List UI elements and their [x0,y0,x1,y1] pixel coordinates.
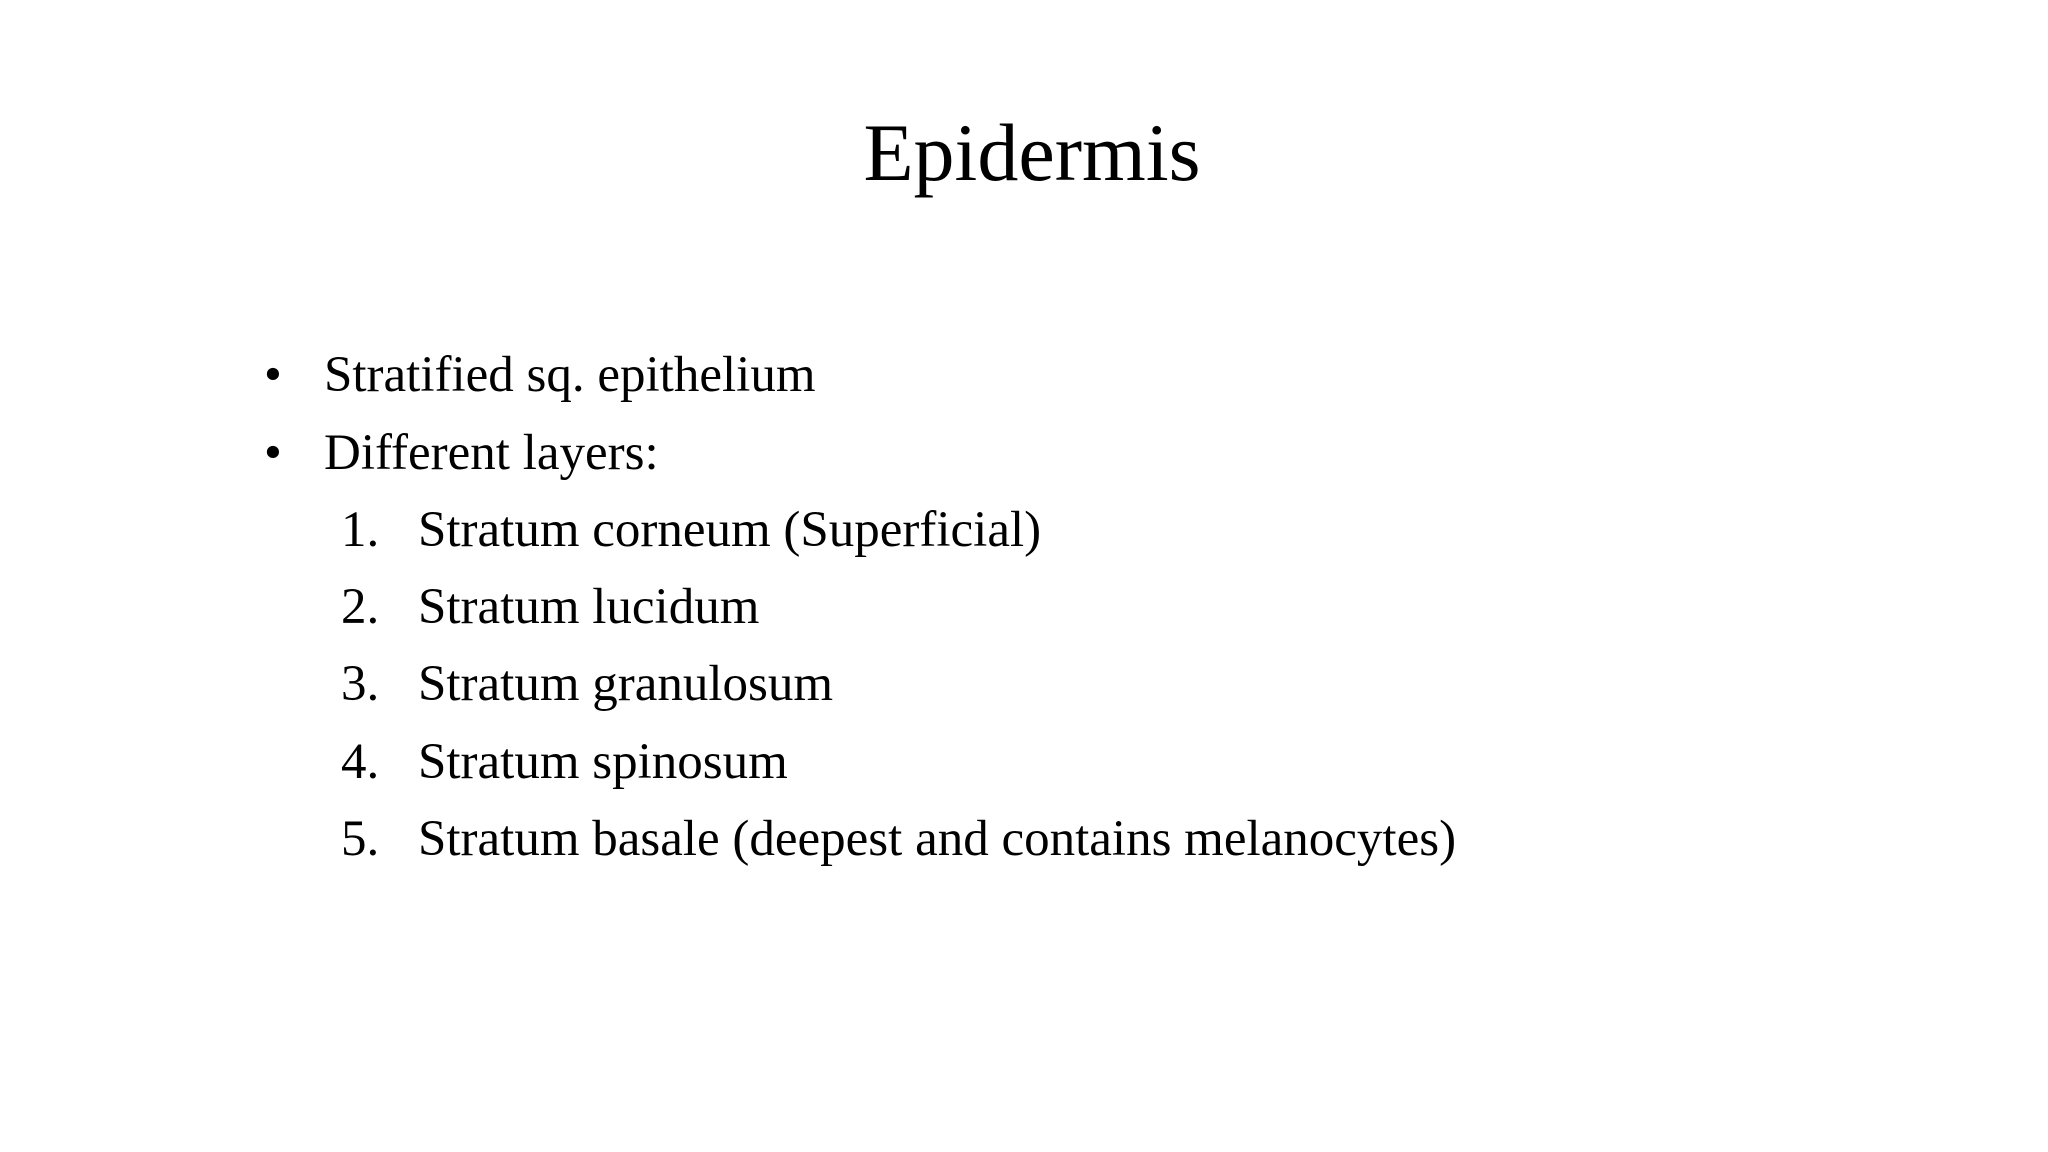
bullet-marker: • [264,347,282,403]
layer-number: 3. [341,656,380,712]
layer-text: Stratum spinosum [418,734,788,790]
layer-number: 4. [341,734,380,790]
layer-text: Stratum lucidum [418,579,760,635]
layer-number: 1. [341,502,380,558]
layer-number: 5. [341,811,380,867]
layer-number: 2. [341,579,380,635]
bullet-text: Different layers: [324,425,659,481]
layer-text: Stratum corneum (Superficial) [418,502,1042,558]
bullet-text: Stratified sq. epithelium [324,347,816,403]
bullet-marker: • [264,425,282,481]
layer-text: Stratum granulosum [418,656,834,712]
layer-text: Stratum basale (deepest and contains melanocytes) [418,811,1457,867]
slide-title: Epidermis [863,107,1201,198]
